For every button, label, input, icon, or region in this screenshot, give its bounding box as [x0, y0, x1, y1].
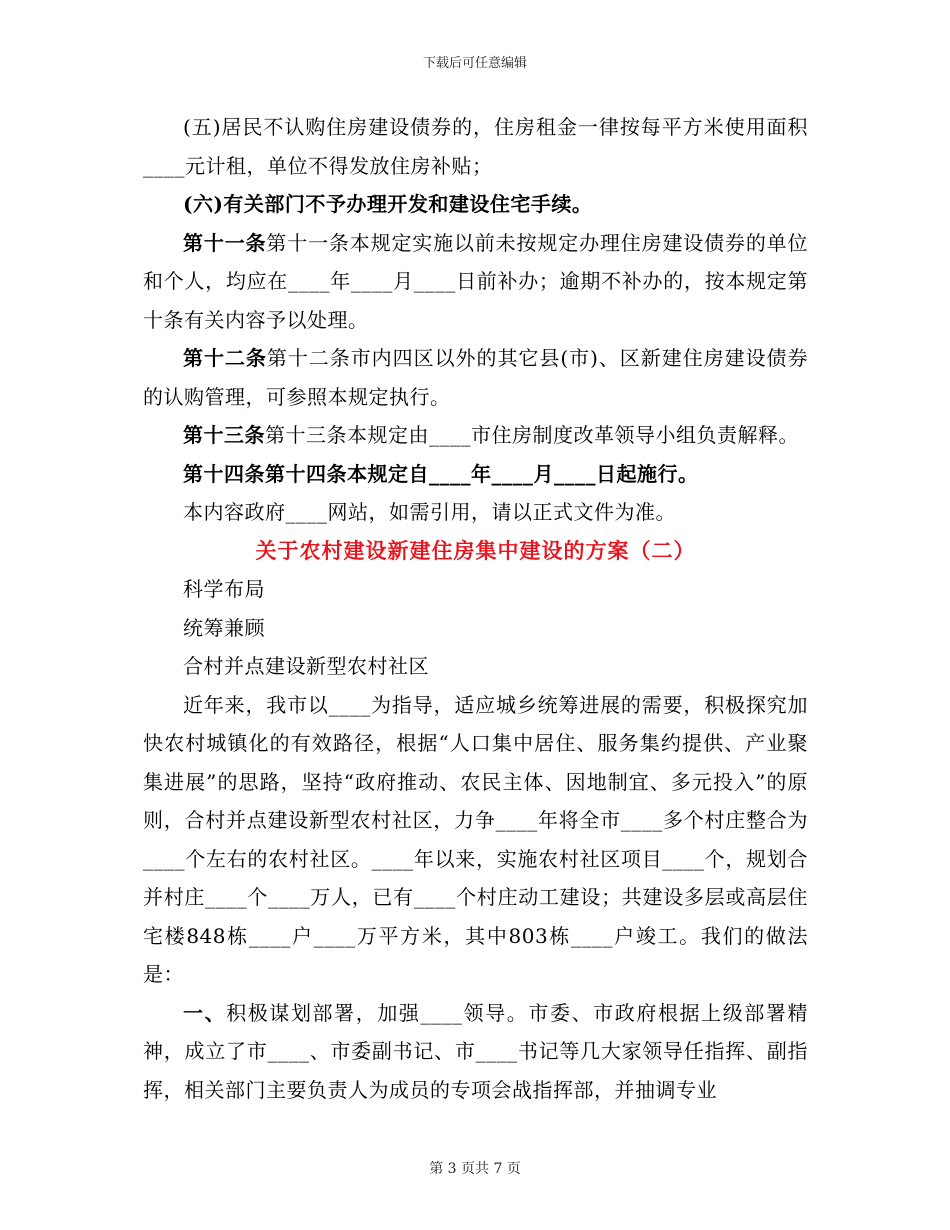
point-lead: 一、 — [183, 1000, 227, 1025]
paragraph-text: 合村并点建设新型农村社区 — [183, 654, 429, 678]
title-text: 关于农村建设新建住房集中建设的方案（二） — [255, 537, 696, 563]
paragraph-article-13 — [143, 416, 808, 455]
paragraph-article-12 — [143, 339, 808, 416]
paragraph-text: (五)居民不认购住房建设债券的，住房租金一律按每平方米使用面积____元计租，单位不得发放住房补贴； — [143, 115, 808, 178]
paragraph-text: (六)有关部门不予办理开发和建设住宅手续。 — [183, 192, 593, 216]
paragraph-source-note — [143, 493, 808, 532]
paragraph-point-1 — [143, 994, 808, 1110]
paragraph-article-11 — [143, 224, 808, 340]
paragraph-text: 第十一条本规定实施以前未按规定办理住房建设债券的单位和个人，均应在____年____月____日前补办；逾期不补办的，按本规定第十条有关内容予以处理。 — [143, 230, 809, 332]
paragraph-text: 本内容政府____网站，如需引用，请以正式文件为准。 — [183, 500, 676, 524]
section-title — [143, 532, 808, 571]
subheading-line-2 — [143, 609, 808, 648]
paragraph-text: 第十四条第十四条本规定自____年____月____日起施行。 — [183, 461, 699, 486]
paragraph-article-14 — [143, 455, 808, 494]
subheading-line-3 — [143, 647, 808, 686]
paragraph-clause-5 — [143, 108, 808, 185]
page-footer: 第 3 页共 7 页 — [429, 1161, 521, 1177]
paragraph-intro — [143, 686, 808, 994]
paragraph-text: 近年来，我市以____为指导，适应城乡统筹进展的需要，积极探究加快农村城镇化的有效路径，根据“人口集中居住、服务集约提供、产业聚集进展”的思路，坚持“政府推动、农民主体、因地制宜、多元投入”的原则，合村并点建设新型农村社区，力争____年将全市____多个村庄整合为____个左右的农村社区。____年以来，实施农村社区项目____个，规划合并村庄____个____万人，已有____个村庄动工建设；共建设多层或高层住宅楼848栋____户____万平方米，其中803栋____户竣工。我们的做法是： — [143, 692, 808, 986]
article-lead: 第十二条 — [183, 346, 267, 370]
paragraph-text: 积极谋划部署，加强____领导。市委、市政府根据上级部署精神，成立了市____、市委副书记、市____书记等几大家领导任指挥、副指挥，相关部门主要负责人为成员的专项会战指挥部，并抽调专业 — [143, 1000, 809, 1102]
document-body — [143, 108, 808, 1109]
paragraph-text: 科学布局 — [183, 577, 265, 601]
article-lead: 第十一条 — [183, 230, 267, 255]
page-header: 下载后可任意编辑 — [422, 56, 527, 71]
subheading-line-1 — [143, 570, 808, 609]
article-lead: 第十三条 — [183, 423, 265, 447]
paragraph-text: 第十三条本规定由____市住房制度改革领导小组负责解释。 — [265, 423, 799, 447]
paragraph-clause-6 — [143, 185, 808, 224]
paragraph-text: 第十二条市内四区以外的其它县(市)、区新建住房建设债券的认购管理，可参照本规定执行。 — [143, 346, 809, 409]
paragraph-text: 统筹兼顾 — [183, 615, 265, 640]
